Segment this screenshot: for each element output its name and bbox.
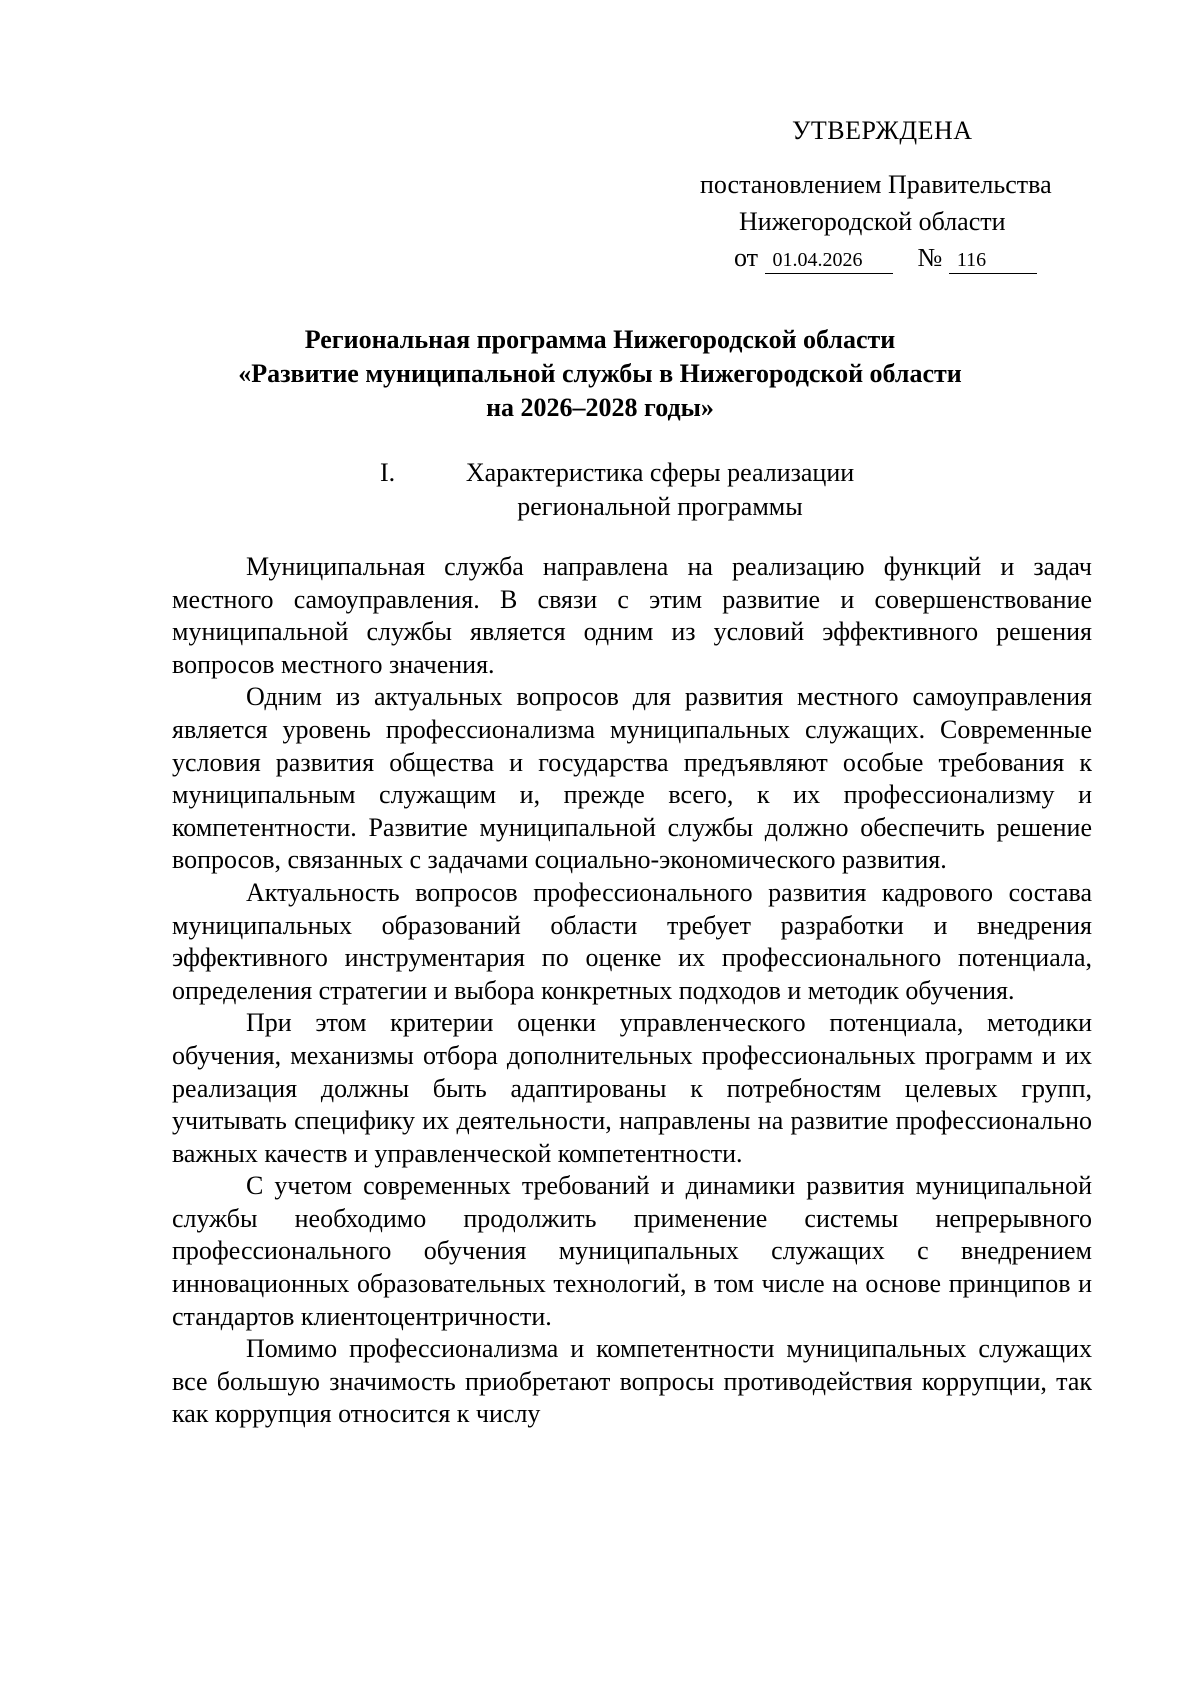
decree-number: 116 xyxy=(949,247,1037,274)
from-label: от xyxy=(734,243,759,272)
program-title-line: Региональная программа Нижегородской области xyxy=(304,325,896,354)
paragraph: Муниципальная служба направлена на реализацию функций и задач местного самоуправления. В связи с этим развитие и совершенствование муниципальной службы является одним из условий эффективного решения вопросов местного значения. xyxy=(172,552,1092,679)
program-title-line: «Развитие муниципальной службы в Нижегородской области xyxy=(238,359,962,388)
program-title xyxy=(150,323,1050,425)
paragraph: Помимо профессионализма и компетентности муниципальных служащих все большую значимость приобретают вопросы противодействия коррупции, так как коррупция относится к числу xyxy=(172,1334,1092,1429)
section-title-line: Характеристика сферы реализации xyxy=(465,458,855,487)
approval-date-number-line xyxy=(734,239,1037,276)
paragraph: С учетом современных требований и динамики развития муниципальной службы необходимо продолжить применение системы непрерывного профессионального обучения муниципальных служащих с внедрением инновационных образовательных технологий, в том числе на основе принципов и стандартов клиентоцентричности. xyxy=(172,1171,1092,1331)
approval-region-line: Нижегородской области xyxy=(739,207,1006,236)
decree-date: 01.04.2026 xyxy=(765,247,893,274)
paragraph: При этом критерии оценки управленческого потенциала, методики обучения, механизмы отбора дополнительных профессиональных программ и их реализация должны быть адаптированы к потребностям целевых групп, учитывать специфику их деятельности, направлены на развитие профессионально важных качеств и управленческой компетентности. xyxy=(172,1008,1092,1168)
section-number: I. xyxy=(380,458,396,487)
approval-title: УТВЕРЖДЕНА xyxy=(792,116,973,145)
paragraph: Одним из актуальных вопросов для развития местного самоуправления является уровень профессионализма муниципальных служащих. Современные условия развития общества и государства предъявляют особые требования к муниципальным служащим и, прежде всего, к их профессионализму и компетентности. Развитие муниципальной службы должно обеспечить решение вопросов, связанных с задачами социально-экономического развития. xyxy=(172,682,1092,875)
body-text xyxy=(172,551,1092,1431)
program-title-line: на 2026–2028 годы» xyxy=(486,393,714,422)
paragraph: Актуальность вопросов профессионального развития кадрового состава муниципальных образований области требует разработки и внедрения эффективного инструментария по оценке их профессионального потенциала, определения стратегии и выбора конкретных подходов и методик обучения. xyxy=(172,877,1092,1005)
approval-issuer-line: постановлением Правительства xyxy=(700,170,1052,199)
section-title xyxy=(450,456,870,524)
section-title-line: региональной программы xyxy=(517,492,803,521)
number-label: № xyxy=(917,243,943,272)
